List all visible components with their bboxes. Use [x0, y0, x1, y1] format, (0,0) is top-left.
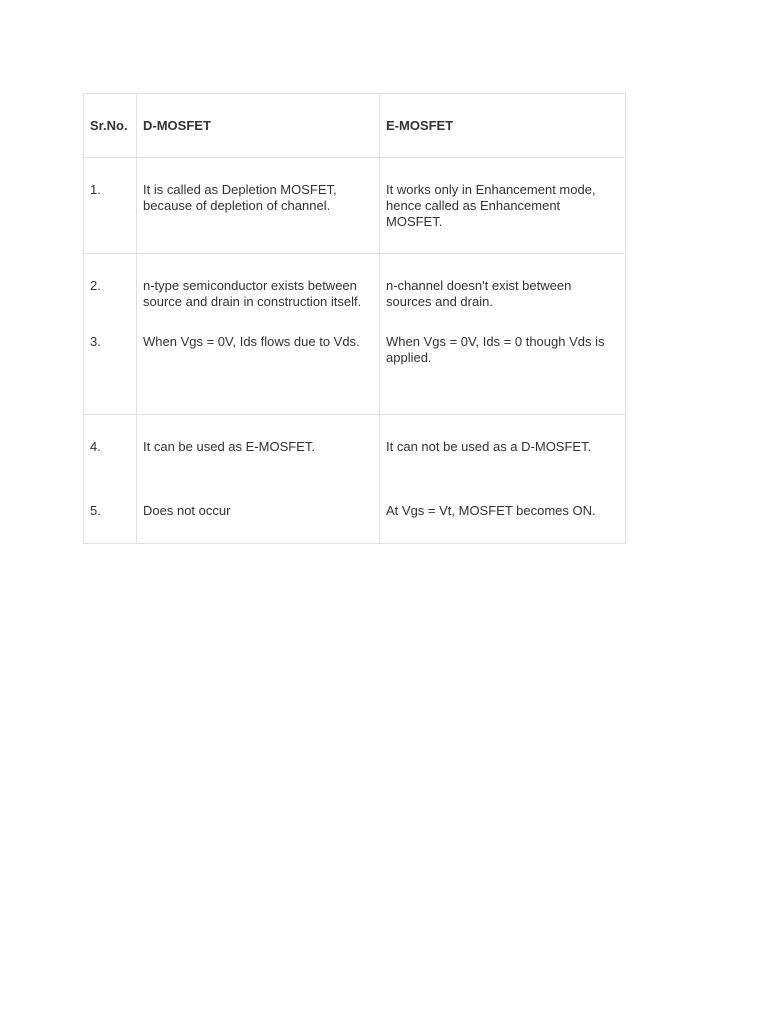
cell-sr-no: 3. [84, 318, 137, 415]
cell-e-mosfet: It works only in Enhancement mode, hence called as Enhancement MOSFET. [380, 158, 626, 254]
cell-d-mosfet: It is called as Depletion MOSFET, because of depletion of channel. [137, 158, 380, 254]
header-e-mosfet: E-MOSFET [380, 94, 626, 158]
cell-e-mosfet: It can not be used as a D-MOSFET. [380, 415, 626, 479]
cell-e-mosfet: When Vgs = 0V, Ids = 0 though Vds is applied. [380, 318, 626, 415]
table-row [84, 318, 626, 415]
cell-d-mosfet: Does not occur [137, 479, 380, 544]
cell-d-mosfet: When Vgs = 0V, Ids flows due to Vds. [137, 318, 380, 415]
table-row [84, 158, 626, 254]
cell-e-mosfet: At Vgs = Vt, MOSFET becomes ON. [380, 479, 626, 544]
cell-sr-no: 2. [84, 254, 137, 318]
cell-sr-no: 1. [84, 158, 137, 254]
table-row [84, 479, 626, 544]
table-row [84, 415, 626, 479]
cell-e-mosfet: n-channel doesn't exist between sources and drain. [380, 254, 626, 318]
cell-d-mosfet: n-type semiconductor exists between source and drain in construction itself. [137, 254, 380, 318]
header-d-mosfet: D-MOSFET [137, 94, 380, 158]
table-header [84, 94, 626, 158]
header-sr-no: Sr.No. [84, 94, 137, 158]
cell-d-mosfet: It can be used as E-MOSFET. [137, 415, 380, 479]
comparison-table [83, 93, 626, 544]
table-body [84, 158, 626, 544]
header-row [84, 94, 626, 158]
cell-sr-no: 4. [84, 415, 137, 479]
table-row [84, 254, 626, 318]
cell-sr-no: 5. [84, 479, 137, 544]
